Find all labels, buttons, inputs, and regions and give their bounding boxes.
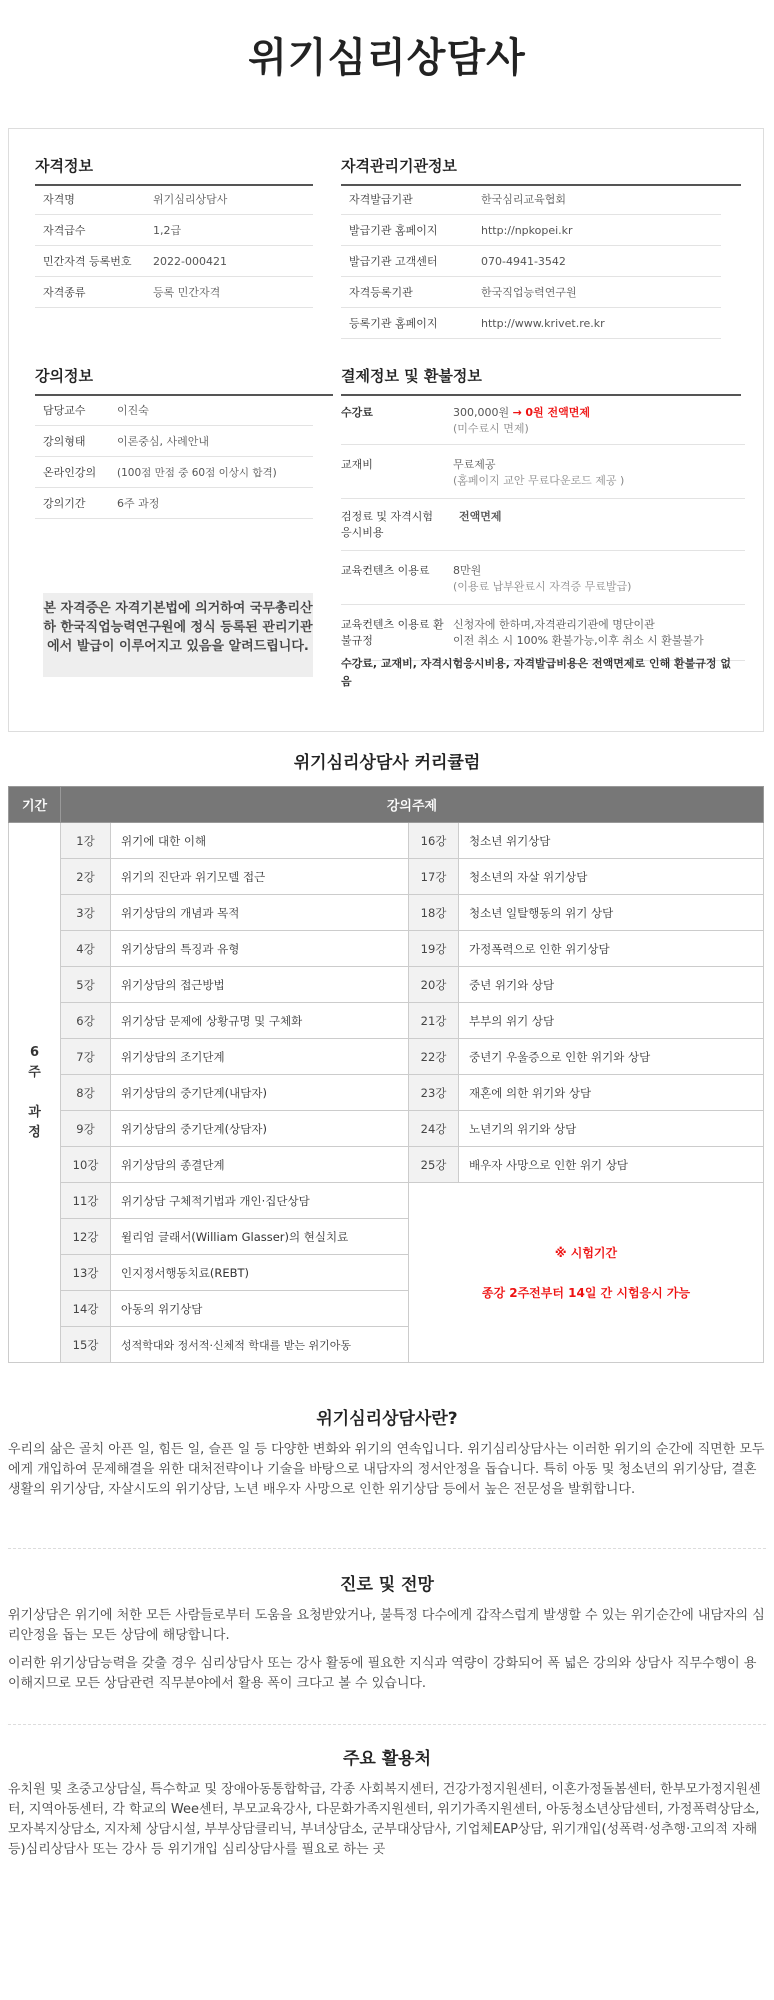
qual-row xyxy=(35,277,313,308)
about-text: 우리의 삶은 골치 아픈 일, 힘든 일, 슬픈 일 등 다양한 변화와 위기의 연속입니다. 위기심리상담사는 이러한 위기의 순간에 직면한 모두에게 개입하여 문제해결을 위한 대처전략이나 기술을 바탕으로 내담자의 정서안정을 돕습니다. 특히 아동 및 청소년의 위기상담, 결혼생활의 위기상담, 자살시도의 위기상담, 노년 배우자 사망으로 인한 위기상담 등에서 높은 전문성을 발휘합니다. xyxy=(8,1442,765,1497)
lecture-key: 강의형태 xyxy=(43,435,86,448)
agency-key: 발급기관 고객센터 xyxy=(349,255,438,268)
lecture-value: (100점 만점 중 60점 이상시 합격) xyxy=(117,466,277,479)
lecture-topic: 청소년 위기상담 xyxy=(459,823,764,859)
lecture-topic: 위기의 진단과 위기모델 접근 xyxy=(111,859,409,895)
lecture-number: 5강 xyxy=(61,967,111,1003)
table-row xyxy=(9,859,764,895)
table-header-row xyxy=(9,787,764,823)
exam-fee-value: 전액면제 xyxy=(459,510,502,523)
agency-value: 한국직업능력연구원 xyxy=(481,286,577,299)
lecture-number: 1강 xyxy=(61,823,111,859)
lecture-number: 2강 xyxy=(61,859,111,895)
about-heading: 위기심리상담사란? xyxy=(316,1409,458,1429)
qual-key: 자격급수 xyxy=(43,224,86,237)
info-box xyxy=(8,128,764,732)
exam-fee-row xyxy=(341,509,745,551)
usage-text: 유치원 및 초중고상담실, 특수학교 및 장애아동통합학급, 각종 사회복지센터, 건강가정지원센터, 이혼가정돌봄센터, 한부모가정지원센터, 지역아동센터, 각 학교의 Wee센터, 부모교육강사, 다문화가족지원센터, 위기가족지원센터, 아동청소년상담센터, 가정폭력상담소, 모자복지상담소, 지자체 상담시설, 부부상담클리닉, 부녀상담소, 군부대상담사, 기업체EAP상담, 위기개입(성폭력·성추행·고의적 자해 등)심리상담사 또는 강사 등 위기개입 심리상담사를 필요로 하는 곳 xyxy=(8,1782,761,1857)
exam-fee-key: 검정료 및 자격시험 응시비용 xyxy=(341,510,434,539)
divider xyxy=(8,1548,766,1549)
table-row xyxy=(9,1111,764,1147)
lecture-topic: 부부의 위기 상담 xyxy=(459,1003,764,1039)
agency-row xyxy=(341,215,721,246)
curriculum-table xyxy=(8,786,764,1363)
lecture-number: 14강 xyxy=(61,1291,111,1327)
lecture-topic: 위기상담의 종결단계 xyxy=(111,1147,409,1183)
lecture-number: 24강 xyxy=(409,1111,459,1147)
lecture-topic: 배우자 사망으로 인한 위기 상담 xyxy=(459,1147,764,1183)
agency-row xyxy=(341,277,721,308)
refund-line-2: 이전 취소 시 100% 환불가능,이후 취소 시 환불불가 xyxy=(453,634,704,647)
qual-heading: 자격정보 xyxy=(35,155,313,186)
material-key: 교재비 xyxy=(341,458,373,471)
page-title: 위기심리상담사 xyxy=(248,35,526,81)
lecture-number: 18강 xyxy=(409,895,459,931)
lecture-topic: 위기상담의 특징과 유형 xyxy=(111,931,409,967)
agency-value: 070-4941-3542 xyxy=(481,254,566,268)
tuition-key: 수강료 xyxy=(341,406,373,419)
lecture-topic: 아동의 위기상담 xyxy=(111,1291,409,1327)
career-text-1: 위기상담은 위기에 처한 모든 사람들로부터 도움을 요청받았거나, 불특정 다수에게 갑작스럽게 발생할 수 있는 위기순간에 내담자의 심리안정을 돕는 모든 상담에 해당합니다. xyxy=(8,1608,765,1643)
arrow-icon: → xyxy=(512,406,522,419)
refund-note: 수강료, 교재비, 자격시험응시비용, 자격발급비용은 전액면제로 인해 환불규정 없음 xyxy=(341,657,731,688)
registry-homepage-link[interactable]: http://www.krivet.re.kr xyxy=(481,316,605,330)
lecture-topic: 위기상담 문제에 상황규명 및 구체화 xyxy=(111,1003,409,1039)
tuition-free: 0원 전액면제 xyxy=(525,406,590,419)
tuition-value xyxy=(453,405,590,437)
tuition-price: 300,000원 xyxy=(453,406,510,419)
col-period: 기간 xyxy=(9,787,61,823)
lecture-key: 온라인강의 xyxy=(43,466,97,479)
lecture-row xyxy=(35,426,313,457)
agency-key: 자격발급기관 xyxy=(349,193,413,206)
qual-key: 자격종류 xyxy=(43,286,86,299)
agency-row xyxy=(341,246,721,277)
lecture-number: 17강 xyxy=(409,859,459,895)
lecture-topic: 위기상담의 조기단계 xyxy=(111,1039,409,1075)
lecture-number: 4강 xyxy=(61,931,111,967)
material-row xyxy=(341,457,745,499)
lecture-number: 7강 xyxy=(61,1039,111,1075)
lecture-number: 3강 xyxy=(61,895,111,931)
tuition-row xyxy=(341,405,745,445)
table-row xyxy=(9,1039,764,1075)
qual-row xyxy=(35,246,313,277)
qual-value: 1,2급 xyxy=(153,224,182,237)
lecture-topic: 위기상담 구체적기법과 개인·집단상담 xyxy=(111,1183,409,1219)
lecture-value: 이론중심, 사례안내 xyxy=(117,435,210,448)
lecture-row xyxy=(35,457,313,488)
table-row xyxy=(9,895,764,931)
curriculum-body xyxy=(9,823,764,1363)
content-fee-value xyxy=(453,563,631,595)
table-row xyxy=(9,1183,764,1219)
exam-period-cell xyxy=(409,1183,764,1363)
lecture-topic: 중년 위기와 상담 xyxy=(459,967,764,1003)
lecture-topic: 위기상담의 중기단계(내담자) xyxy=(111,1075,409,1111)
col-topic: 강의주제 xyxy=(61,787,764,823)
agency-key: 발급기관 홈페이지 xyxy=(349,224,438,237)
material-sub: (홈페이지 교안 무료다운로드 제공 ) xyxy=(453,474,625,487)
lecture-topic: 재혼에 의한 위기와 상담 xyxy=(459,1075,764,1111)
agency-row xyxy=(341,184,721,215)
lecture-topic: 인지정서행동치료(REBT) xyxy=(111,1255,409,1291)
lecture-number: 11강 xyxy=(61,1183,111,1219)
lecture-topic: 노년기의 위기와 상담 xyxy=(459,1111,764,1147)
lecture-key: 강의기간 xyxy=(43,497,86,510)
table-row xyxy=(9,1003,764,1039)
lecture-number: 19강 xyxy=(409,931,459,967)
agency-key: 자격등록기관 xyxy=(349,286,413,299)
lecture-heading: 강의정보 xyxy=(35,365,333,396)
lecture-topic: 청소년 일탈행동의 위기 상담 xyxy=(459,895,764,931)
lecture-value: 6주 과정 xyxy=(117,497,160,510)
period-course-2: 정 xyxy=(28,1124,41,1140)
period-course-1: 과 xyxy=(28,1104,41,1120)
agency-homepage-link[interactable]: http://npkopei.kr xyxy=(481,223,573,237)
career-heading: 진로 및 전망 xyxy=(340,1575,434,1595)
agency-heading: 자격관리기관정보 xyxy=(341,155,741,186)
lecture-row xyxy=(35,488,313,519)
lecture-number: 16강 xyxy=(409,823,459,859)
qual-row xyxy=(35,215,313,246)
lecture-number: 22강 xyxy=(409,1039,459,1075)
lecture-topic: 청소년의 자살 위기상담 xyxy=(459,859,764,895)
lecture-number: 8강 xyxy=(61,1075,111,1111)
lecture-number: 15강 xyxy=(61,1327,111,1363)
notice-box: 본 자격증은 자격기본법에 의거하여 국무총리산하 한국직업능력연구원에 정식 등록된 관리기관에서 발급이 이루어지고 있음을 알려드립니다. xyxy=(43,593,313,677)
qual-value: 2022-000421 xyxy=(153,254,227,268)
lecture-number: 13강 xyxy=(61,1255,111,1291)
material-main: 무료제공 xyxy=(453,458,496,471)
lecture-topic: 성적학대와 정서적·신체적 학대를 받는 위기아동 xyxy=(111,1327,409,1363)
lecture-topic: 위기에 대한 이해 xyxy=(111,823,409,859)
lecture-value: 이진숙 xyxy=(117,404,149,417)
lecture-number: 21강 xyxy=(409,1003,459,1039)
qual-value: 등록 민간자격 xyxy=(153,286,221,299)
lecture-number: 25강 xyxy=(409,1147,459,1183)
lecture-row xyxy=(35,395,313,426)
table-row xyxy=(9,967,764,1003)
content-fee-main: 8만원 xyxy=(453,564,482,577)
lecture-number: 23강 xyxy=(409,1075,459,1111)
payment-heading: 결제정보 및 환불정보 xyxy=(341,365,741,396)
period-cell xyxy=(9,823,61,1363)
lecture-number: 12강 xyxy=(61,1219,111,1255)
refund-value xyxy=(453,617,704,649)
content-fee-sub: (이용료 납부완료시 자격증 무료발급) xyxy=(453,580,632,593)
table-row xyxy=(9,1075,764,1111)
agency-value: 한국심리교육협회 xyxy=(481,193,567,206)
period-num: 6 xyxy=(29,1044,40,1060)
period-week: 주 xyxy=(28,1064,41,1080)
lecture-topic: 위기상담의 개념과 목적 xyxy=(111,895,409,931)
exam-period-title: ※ 시험기간 xyxy=(554,1245,618,1260)
qual-row xyxy=(35,184,313,215)
tuition-sub: (미수료시 면제) xyxy=(453,422,529,435)
exam-period-text: 종강 2주전부터 14일 간 시험응시 가능 xyxy=(481,1285,691,1300)
table-row xyxy=(9,1147,764,1183)
lecture-topic: 위기상담의 중기단계(상담자) xyxy=(111,1111,409,1147)
material-value xyxy=(453,457,624,489)
refund-line-1: 신청자에 한하며,자격관리기관에 명단이관 xyxy=(453,618,655,631)
agency-row xyxy=(341,308,721,339)
agency-key: 등록기관 홈페이지 xyxy=(349,317,438,330)
content-fee-key: 교육컨텐츠 이용료 xyxy=(341,564,430,577)
usage-heading: 주요 활용처 xyxy=(342,1749,432,1769)
divider xyxy=(8,1724,766,1725)
content-fee-row xyxy=(341,563,745,605)
lecture-topic: 위기상담의 접근방법 xyxy=(111,967,409,1003)
lecture-topic: 중년기 우울증으로 인한 위기와 상담 xyxy=(459,1039,764,1075)
lecture-number: 9강 xyxy=(61,1111,111,1147)
qual-value: 위기심리상담사 xyxy=(153,193,228,206)
table-row xyxy=(9,823,764,859)
lecture-key: 담당교수 xyxy=(43,404,86,417)
table-row xyxy=(9,931,764,967)
qual-key: 민간자격 등록번호 xyxy=(43,255,132,268)
lecture-topic: 윌리엄 글래서(William Glasser)의 현실치료 xyxy=(111,1219,409,1255)
lecture-number: 6강 xyxy=(61,1003,111,1039)
lecture-number: 10강 xyxy=(61,1147,111,1183)
curriculum-title: 위기심리상담사 커리큘럼 xyxy=(293,753,481,773)
lecture-number: 20강 xyxy=(409,967,459,1003)
lecture-topic: 가정폭력으로 인한 위기상담 xyxy=(459,931,764,967)
career-text-2: 이러한 위기상담능력을 갖출 경우 심리상담사 또는 강사 활동에 필요한 지식과 역량이 강화되어 폭 넓은 강의와 상담사 직무수행이 용이해지므로 모든 상담관련 직무분야에서 활용 폭이 크다고 볼 수 있습니다. xyxy=(8,1656,757,1691)
refund-key: 교육컨텐츠 이용료 환불규정 xyxy=(341,618,444,647)
qual-key: 자격명 xyxy=(43,193,75,206)
